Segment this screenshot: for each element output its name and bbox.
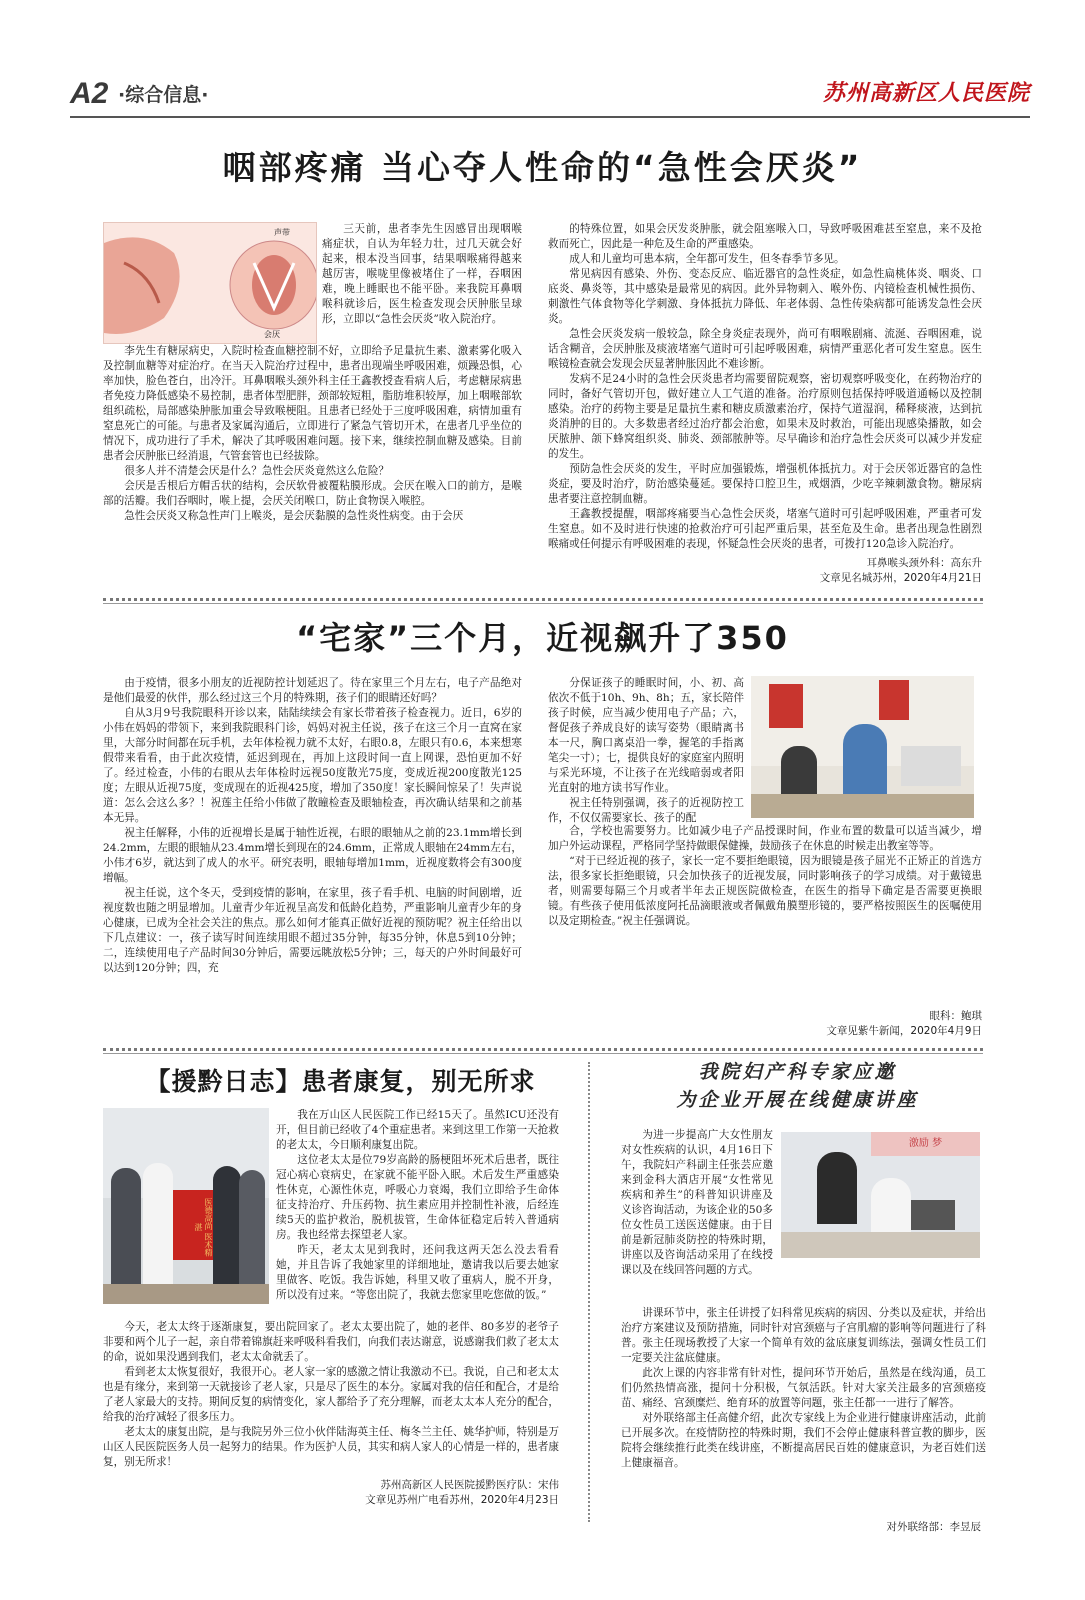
paragraph: “对于已经近视的孩子，家长一定不要拒绝眼镜，因为眼镜是孩子屈光不正矫正的首选方法，很多家长拒绝眼镜，只会加快孩子的近视发展，同时影响孩子的学习成绩。对于戴镜患者，则需要每隔三个月或者半年去正规医院做检查，在医生的指导下确定是否需要更换眼镜。有些孩子使用低浓度阿托品滴眼液或者佩戴角膜塑形镜的，要严格按照医生的医嘱使用以及定期检查。”祝主任强调说。 xyxy=(548,855,982,927)
page-number: A2 xyxy=(70,77,109,110)
section-divider xyxy=(103,598,983,601)
paragraph: 祝主任说，这个冬天，受到疫情的影响，在家里，孩子看手机、电脑的时间剧增，近视度数也随之明显增加。儿童青少年近视呈高发和低龄化趋势，严重影响儿童青少年的身心健康，已成为全社会关注的焦点。那么如何才能真正做好近视的预防呢？祝主任给出以下几点建议：一，孩子读写时间连续用眼不超过35分钟，每35分钟，休息5到10分钟；二，连续使用电子产品时间30分钟后，需要远眺放松5分钟；三，每天的户外时间最好可以达到120分钟；四，充 xyxy=(103,887,522,974)
photo-equipment xyxy=(901,746,961,786)
section-label: ·综合信息· xyxy=(118,84,209,106)
article-myopia-left-col xyxy=(103,676,522,976)
photo-pennants xyxy=(879,680,909,720)
paragraph: 自从3月9号我院眼科开诊以来，陆陆续续会有家长带着孩子检查视力。近日，6岁的小伟在妈妈的带领下，来到我院眼科门诊，妈妈对祝主任说，孩子在这三个月一直窝在家里，大部分时间都在玩手机，去年体检视力就不太好，右眼0.8，左眼只有0.6，本来想寒假带来看看，由于此次疫情，延迟到现在，再加上这段时间一直上网课，恐怕更加不好了。经过检查，小伟的右眼从去年体检时远视50度散光75度，变成近视200度散光125度；左眼从近视75度，变成现在的近视425度，增加了350度！家长瞬间惊呆了！失声说道：怎么会这么多？！祝莲主任给小伟做了散瞳检查及眼轴检查，再次确认结果和之前基本无异。 xyxy=(103,707,522,824)
eye-exam-photo xyxy=(751,676,974,818)
article-epiglottitis-right-col xyxy=(548,222,982,552)
article-guizhou-credit xyxy=(103,1478,559,1508)
paragraph: 三天前，患者李先生因感冒出现咽喉痛症状，自认为年轻力壮，过几天就会好起来，根本没当回事，结果咽喉痛得越来越厉害，喉咙里像被堵住了一样，吞咽困难，晚上睡眠也不能平卧。来我院耳鼻咽喉科就诊后，医生检查发现会厌肿胀呈球形，立即以“急性会厌炎”收入院治疗。 xyxy=(322,223,522,325)
photo-table xyxy=(781,1232,980,1258)
paragraph: 我在万山区人民医院工作已经15天了。虽然ICU还没有开，但目前已经收了4个重症患者。来到这里工作第一天抢救的老太太，今日顺利康复出院。 xyxy=(276,1109,559,1151)
credit-source: 文章见名城苏州，2020年4月21日 xyxy=(819,572,982,584)
paragraph: 今天，老太太终于逐渐康复，要出院回家了。老太太要出院了，她的老伴、80多岁的老爷子非要和两个儿子一起，亲自带着锦旗赶来呼吸科看我们，向我们表达谢意，说感谢我们救了老太太的命，说如果没遇到我们，老太太命就丢了。 xyxy=(103,1321,559,1363)
paragraph: 王鑫教授提醒，咽部疼痛要当心急性会厌炎，堵塞气道时可引起呼吸困难，严重者可发生窒息。如不及时进行快速的抢救治疗可引起严重后果，甚至危及生命。患者出现急性剧烈喉痛或任何提示有呼吸困难的表现，怀疑急性会厌炎的患者，可拨打120急诊入院治疗。 xyxy=(548,508,982,550)
article-lecture-top-col xyxy=(621,1128,773,1278)
article-lecture-credit: 对外联络部：李昱辰 xyxy=(886,1521,981,1533)
masthead xyxy=(70,74,1030,118)
article-myopia-credit xyxy=(548,1009,982,1039)
photo-doctor xyxy=(143,1163,173,1288)
silk-banner xyxy=(173,1190,213,1260)
masthead-rule xyxy=(70,116,1030,118)
photo-person xyxy=(213,1166,241,1288)
throat-anatomy-illustration xyxy=(104,223,316,343)
photo-speaker xyxy=(817,1152,857,1224)
paragraph: 发病不足24小时的急性会厌炎患者均需要留院观察，密切观察呼吸变化，在药物治疗的同时，备好气管切开包，做好建立人工气道的准备。治疗原则包括保持呼吸道通畅以及控制感染。治疗的药物主要是足量抗生素和糖皮质激素治疗，保持气道湿润，稀释痰液，达到抗炎消肿的目的。大多数患者经过治疗都会治愈，如果未及时救治，可能出现感染播散，如会厌脓肿、颌下蜂窝组织炎、肺炎、颈部脓肿等。尽早确诊和治疗急性会厌炎可以减少并发症的发生。 xyxy=(548,373,982,460)
paragraph: 由于疫情，很多小朋友的近视防控计划延迟了。待在家里三个月左右，电子产品绝对是他们最爱的伙伴，那么经过这三个月的特殊期，孩子们的眼睛还好吗？ xyxy=(103,677,522,704)
photo-doctor xyxy=(871,1178,911,1234)
paragraph: 昨天，老太太见到我时，还问我这两天怎么没去看看她，并且告诉了我她家里的详细地址，邀请我以后要去她家里做客、吃饭。我告诉她，科里又收了重病人，脱不开身，所以没有过来。“等您出院了，我就去您家里吃您做的饭。” xyxy=(276,1244,559,1301)
photo-floor xyxy=(103,1284,269,1304)
online-lecture-photo xyxy=(781,1132,980,1258)
paragraph: 很多人并不清楚会厌是什么？急性会厌炎竟然这么危险？ xyxy=(124,465,390,477)
paragraph: 预防急性会厌炎的发生，平时应加强锻炼，增强机体抵抗力。对于会厌邻近器官的急性炎症，要及时治疗，防治感染蔓延。要保持口腔卫生，戒烟酒，少吃辛辣刺激食物。糖尿病患者要注意控制血糖。 xyxy=(548,463,982,505)
title-line: 为企业开展在线健康讲座 xyxy=(676,1089,919,1111)
throat-anatomy-diagram xyxy=(103,222,317,344)
patient-family-photo xyxy=(103,1108,269,1304)
head-profile-shape xyxy=(104,237,180,334)
paragraph: 急性会厌炎又称急性声门上喉炎，是会厌黏膜的急性炎性病变。由于会厌 xyxy=(124,510,464,522)
paragraph: 讲课环节中，张主任讲授了妇科常见疾病的病因、分类以及症状，并给出治疗方案建议及预防措施，同时针对宫颈癌与子宫肌瘤的影响等问题进行了科普。张主任现场教授了大家一个简单有效的盆底康复训练法，强调女性员工们一定要关注盆底健康。 xyxy=(621,1307,986,1364)
photo-pennants xyxy=(769,684,803,728)
paragraph: 李先生有糖尿病史，入院时检查血糖控制不好，立即给予足量抗生素、激素雾化吸入及控制血糖等对症治疗。在当天入院治疗过程中，患者出现端坐呼吸困难，烦躁恐惧，心率加快，脸色苍白，出冷汗。耳鼻咽喉头颈外科主任王鑫教授查看病人后，考虑糖尿病患者免疫力降低感染不易控制，患者体型肥胖，颈部较短粗，脂肪堆积较厚，加上咽喉部软组织疏松，局部感染肿胀加重会导致喉梗阻。且患者已经处于三度呼吸困难，病情加重有窒息死亡的可能。与患者及家属沟通后，立即进行了紧急气管切开术，在患者几乎坐位的情况下，成功进行了手术，解决了其呼吸困难问题。接下来，继续控制血糖及感染。目前患者会厌肿胀已经消退，气管套管也已经拔除。 xyxy=(103,345,522,462)
photo-desk xyxy=(751,794,974,818)
paragraph: 老太太的康复出院，是与我院另外三位小伙伴陆海英主任、梅冬兰主任、姚华护师，特别是万山区人民医院医务人员一起努力的结果。作为医护人员，其实和病人家人的心情是一样的，患者康复，别无所求！ xyxy=(103,1426,559,1468)
paragraph: 这位老太太是位79岁高龄的肠梗阻坏死术后患者，既往冠心病心衰病史，在家就不能平卧入眠。术后发生严重感染性休克，心源性休克，呼吸心力衰竭，我们立即给予生命体征支持治疗、升压药物、抗生素应用并控制性补液，后经连续5天的监护救治，脱机拔管，生命体征稳定后转入普通病房。我也经常去探望老人家。 xyxy=(276,1154,559,1241)
title-line: 我院妇产科专家应邀 xyxy=(698,1061,897,1083)
credit-department: 耳鼻喉头颈外科：高东升 xyxy=(866,557,982,569)
paragraph: 急性会厌炎发病一般较急，除全身炎症表现外，尚可有咽喉剧痛、流涎、吞咽困难，说话含糊音，会厌肿胀及痰液堵塞气道时可引起呼吸困难，病情严重恶化者可发生窒息。医生喉镜检查就会发现会厌显著肿胀因此不难诊断。 xyxy=(548,328,982,370)
credit-department: 苏州高新区人民医院援黔医疗队：宋伟 xyxy=(380,1479,559,1491)
paragraph: 常见病因有感染、外伤、变态反应、临近器官的急性炎症，如急性扁桃体炎、咽炎、口底炎、鼻炎等，其中感染是最常见的病因。此外异物刺入、喉外伤、内镜检查机械性损伤、刺激性气体食物等化学刺激、身体抵抗力降低、年老体弱、急性传染病都可能诱发急性会厌炎。 xyxy=(548,268,982,325)
paragraph: 分保证孩子的睡眠时间，小、初、高依次不低于10h、9h、8h；五，家长陪伴孩子时候，应当减少使用电子产品；六，督促孩子养成良好的读写姿势（眼睛离书本一尺，胸口离桌沿一拳，握笔的手指离笔尖一寸）；七，提供良好的家庭室内照明与采光环境，不让孩子在光线暗弱或者阳光直射的地方读书写作业。 xyxy=(548,677,744,794)
credit-department: 眼科：鲍琪 xyxy=(929,1010,982,1022)
paragraph: 祝主任特别强调，孩子的近视防控工作，不仅仅需要家长、孩子的配 xyxy=(548,797,744,824)
banner-text: 医德高尚 医术精湛 xyxy=(194,1197,213,1257)
article-guizhou-top-col xyxy=(276,1108,559,1303)
diagram-label-vocal-cord: 声带 xyxy=(274,228,290,237)
wall-banner-text: 激励 梦 xyxy=(908,1138,943,1149)
article-epiglottitis-title: 咽部疼痛 当心夺人性命的“急性会厌炎” xyxy=(222,148,863,187)
article-myopia-title: “宅家”三个月，近视飙升了350 xyxy=(296,619,789,657)
photo-person xyxy=(239,1170,265,1288)
paragraph: 此次上课的内容非常有针对性，提问环节开始后，虽然是在线沟通，员工们仍然热情高涨，提问十分积极，气氛活跃。针对大家关注最多的宫颈癌疫苗、痛经、宫颈糜烂、绝育环的放置等问题，张主任都一一进行了解答。 xyxy=(621,1367,986,1409)
article-guizhou-title: 【援黔日志】患者康复，别无所求 xyxy=(145,1067,536,1096)
article-lecture-bottom-col xyxy=(621,1306,986,1471)
article-myopia-right-col-bottom xyxy=(548,824,982,929)
photo-laptop xyxy=(911,1200,955,1230)
paragraph: 为进一步提高广大女性朋友对女性疾病的认识，4月16日下午，我院妇产科副主任张芸应邀来到金科大酒店开展“女性常见疾病和养生”的科普知识讲座及义诊咨询活动，为该企业的50多位女性员工送医送健康。由于目前是新冠肺炎防控的特殊时期，讲座以及咨询活动采用了在线授课以及在线回答问题的方式。 xyxy=(621,1129,773,1276)
photo-person xyxy=(111,1168,141,1288)
diagram-label-epiglottis: 会厌 xyxy=(264,330,280,339)
paragraph: 会厌是舌根后方帽舌状的结构，会厌软骨被覆粘膜形成。会厌在喉入口的前方，是喉部的活瓣。我们吞咽时，喉上提，会厌关闭喉口，防止食物误入喉腔。 xyxy=(103,480,522,507)
paragraph: 看到老太太恢复很好，我很开心。老人家一家的感激之情让我激动不已。我说，自己和老太太也是有缘分，来到第一天就接诊了老人家，只是尽了医生的本分。家属对我的信任和配合，才是给了老人家最大的支持。期间反复的病情变化，家人都给予了充分理解，而老太太本人充分的配合，给我的治疗减轻了很多压力。 xyxy=(103,1366,559,1423)
photo-wall-banner xyxy=(871,1132,980,1156)
article-epiglottitis-left-col-top xyxy=(322,222,522,327)
article-myopia-right-col-top xyxy=(548,676,744,826)
paragraph: 成人和儿童均可患本病，全年都可发生，但冬春季节多见。 xyxy=(569,253,845,265)
article-epiglottitis-left-col xyxy=(103,344,522,524)
hospital-name: 苏州高新区人民医院 xyxy=(822,80,1030,106)
paragraph: 合，学校也需要努力。比如减少电子产品授课时间，作业布置的数量可以适当减少，增加户外运动课程，严格同学坚持做眼保健操，鼓励孩子在休息的时候走出教室等等。 xyxy=(548,825,982,852)
section-divider xyxy=(103,1048,983,1051)
paragraph: 对外联络部主任高健介绍，此次专家线上为企业进行健康讲座活动，此前已开展多次。在疫情防控的特殊时期，我们不会停止健康科普宣教的脚步，医院将会继续推行此类在线讲座，不断提高居民百姓的健康意识，为老百姓们送上健康福音。 xyxy=(621,1412,986,1469)
article-epiglottitis-credit xyxy=(548,556,982,586)
paragraph: 的特殊位置，如果会厌发炎肿胀，就会阻塞喉入口，导致呼吸困难甚至窒息，来不及抢救而死亡，因此是一种危及生命的严重感染。 xyxy=(548,223,982,250)
article-lecture-title xyxy=(605,1058,990,1114)
article-guizhou-bottom-col xyxy=(103,1320,559,1470)
credit-source: 文章见紫牛新闻，2020年4月9日 xyxy=(826,1025,982,1037)
column-divider xyxy=(588,1062,590,1522)
credit-source: 文章见苏州广电看苏州，2020年4月23日 xyxy=(365,1494,559,1506)
paragraph: 祝主任解释，小伟的近视增长是属于轴性近视，右眼的眼轴从之前的23.1mm增长到24.2mm，左眼的眼轴从23.4mm增长到现在的24.6mm，正常成人眼轴在24mm左右，小伟才6岁，就达到了成人的水平。研究表明，眼轴每增加1mm，近视度数将会有300度增幅。 xyxy=(103,827,522,884)
